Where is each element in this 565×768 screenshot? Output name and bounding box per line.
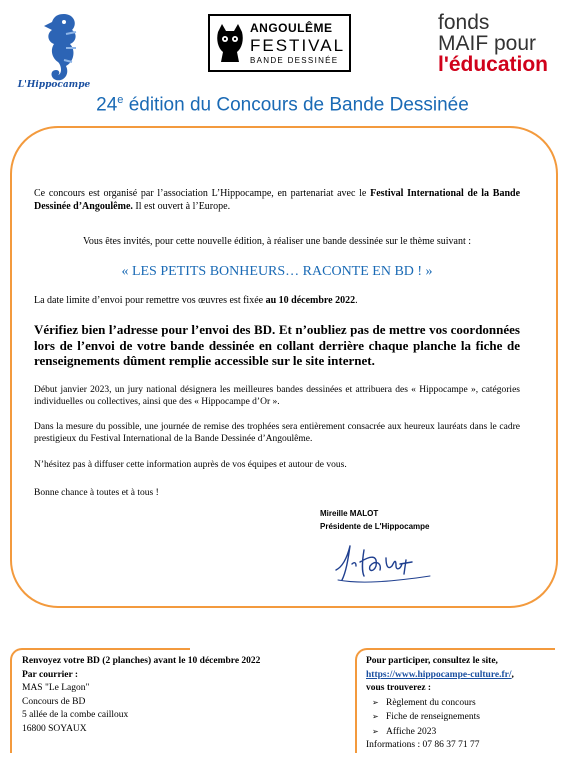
intro-text-c: Il est ouvert à l’Europe. [132, 200, 231, 212]
list-item-label: Fiche de renseignements [386, 712, 480, 722]
arrow-bullet-icon: ➢ [372, 697, 379, 707]
website-link[interactable]: https://www.hippocampe-culture.fr/ [366, 669, 512, 680]
send-address-line3: 5 allée de la combe cailloux [22, 710, 129, 720]
list-item-label: Règlement du concours [386, 697, 476, 708]
hippocampe-logo-label: L'Hippocampe [17, 80, 91, 90]
intro-paragraph [34, 188, 520, 213]
send-address-line2: Concours de BD [22, 696, 86, 707]
deadline-paragraph [34, 295, 520, 308]
list-item-label: Affiche 2023 [386, 726, 437, 737]
maif-logo-line2: MAIF pour [438, 32, 537, 55]
title-edition-number: 24 [96, 94, 118, 116]
info-box [366, 655, 514, 753]
title-text: édition du Concours de Bande Dessinée [123, 94, 469, 116]
send-address-line4: 16800 SOYAUX [22, 723, 87, 734]
send-box-heading: Renvoyez votre BD (2 planches) avant le 10 décembre 2022 [22, 656, 261, 666]
jury-paragraph: Début janvier 2023, un jury national désignera les meilleures bandes dessinées et attribuera des « Hippocampe », catégories individuelles ou collectives, ainsi que des « Hippocampe d’Or ». [34, 385, 520, 407]
signatory-role: Présidente de L'Hippocampe [320, 522, 430, 531]
maif-logo-line3: l'éducation [438, 53, 549, 76]
arrow-bullet-icon: ➢ [372, 726, 379, 736]
intro-text-a: Ce concours est organisé par l’association L’Hippocampe, en partenariat avec le [34, 188, 371, 199]
deadline-date: au 10 décembre 2022 [265, 295, 356, 306]
arrow-bullet-icon: ➢ [372, 712, 379, 721]
page-title [0, 94, 565, 116]
deadline-text-c: . [355, 295, 358, 306]
title-ordinal: e [117, 94, 124, 106]
list-item [366, 696, 514, 711]
invite-paragraph: Vous êtes invités, pour cette nouvelle édition, à réaliser une bande dessinée sur le thème suivant : [82, 236, 472, 247]
signatory-name: Mireille MALOT [320, 509, 379, 518]
maif-logo-line1: fonds [438, 11, 490, 34]
info-phone: Informations : 07 86 37 71 77 [366, 740, 480, 750]
angouleme-logo-line1: ANGOULÊME [250, 21, 333, 35]
angouleme-festival-logo [208, 14, 351, 72]
handwritten-signature-icon [330, 540, 440, 588]
url-suffix: , [511, 669, 514, 680]
theme-heading: « LES PETITS BONHEURS… RACONTE EN BD ! » [121, 264, 433, 279]
good-luck-paragraph: Bonne chance à toutes et à tous ! [34, 488, 159, 498]
share-paragraph: N’hésitez pas à diffuser cette information auprès de vos équipes et autour de vous. [34, 460, 347, 470]
cat-mascot-icon [215, 22, 245, 64]
ceremony-paragraph: Dans la mesure du possible, une journée de remise des trophées sera entièrement consacrée aux heureux lauréats dans le cadre prestigieux du Festival International de la Bande Dessinée d’Angoulême. [34, 422, 520, 444]
send-box [22, 655, 260, 736]
list-item [366, 725, 514, 740]
angouleme-logo-line3: BANDE DESSINÉE [250, 56, 339, 65]
verify-paragraph: Vérifiez bien l’adresse pour l’envoi des BD. Et n’oubliez pas de mettre vos coordonnées lors de l’envoi de votre bande dessinée en collant derrière chaque planche la fiche de renseignements dûment remplie accessible sur le site internet. [34, 322, 520, 368]
send-box-by-mail: Par courrier : [22, 669, 79, 680]
list-item [366, 710, 514, 725]
info-box-find: vous trouverez : [366, 683, 432, 693]
info-box-heading: Pour participer, consultez le site, [366, 656, 498, 666]
deadline-text-a: La date limite d’envoi pour remettre vos œuvres est fixée [34, 295, 266, 306]
maif-logo [438, 12, 558, 75]
intro-festival-name: Festival International de la Bande Dessinée d’Angoulême. [34, 188, 521, 212]
angouleme-logo-line2: FESTIVAL [250, 36, 346, 55]
send-address-line1: MAS "Le Lagon" [22, 683, 90, 693]
